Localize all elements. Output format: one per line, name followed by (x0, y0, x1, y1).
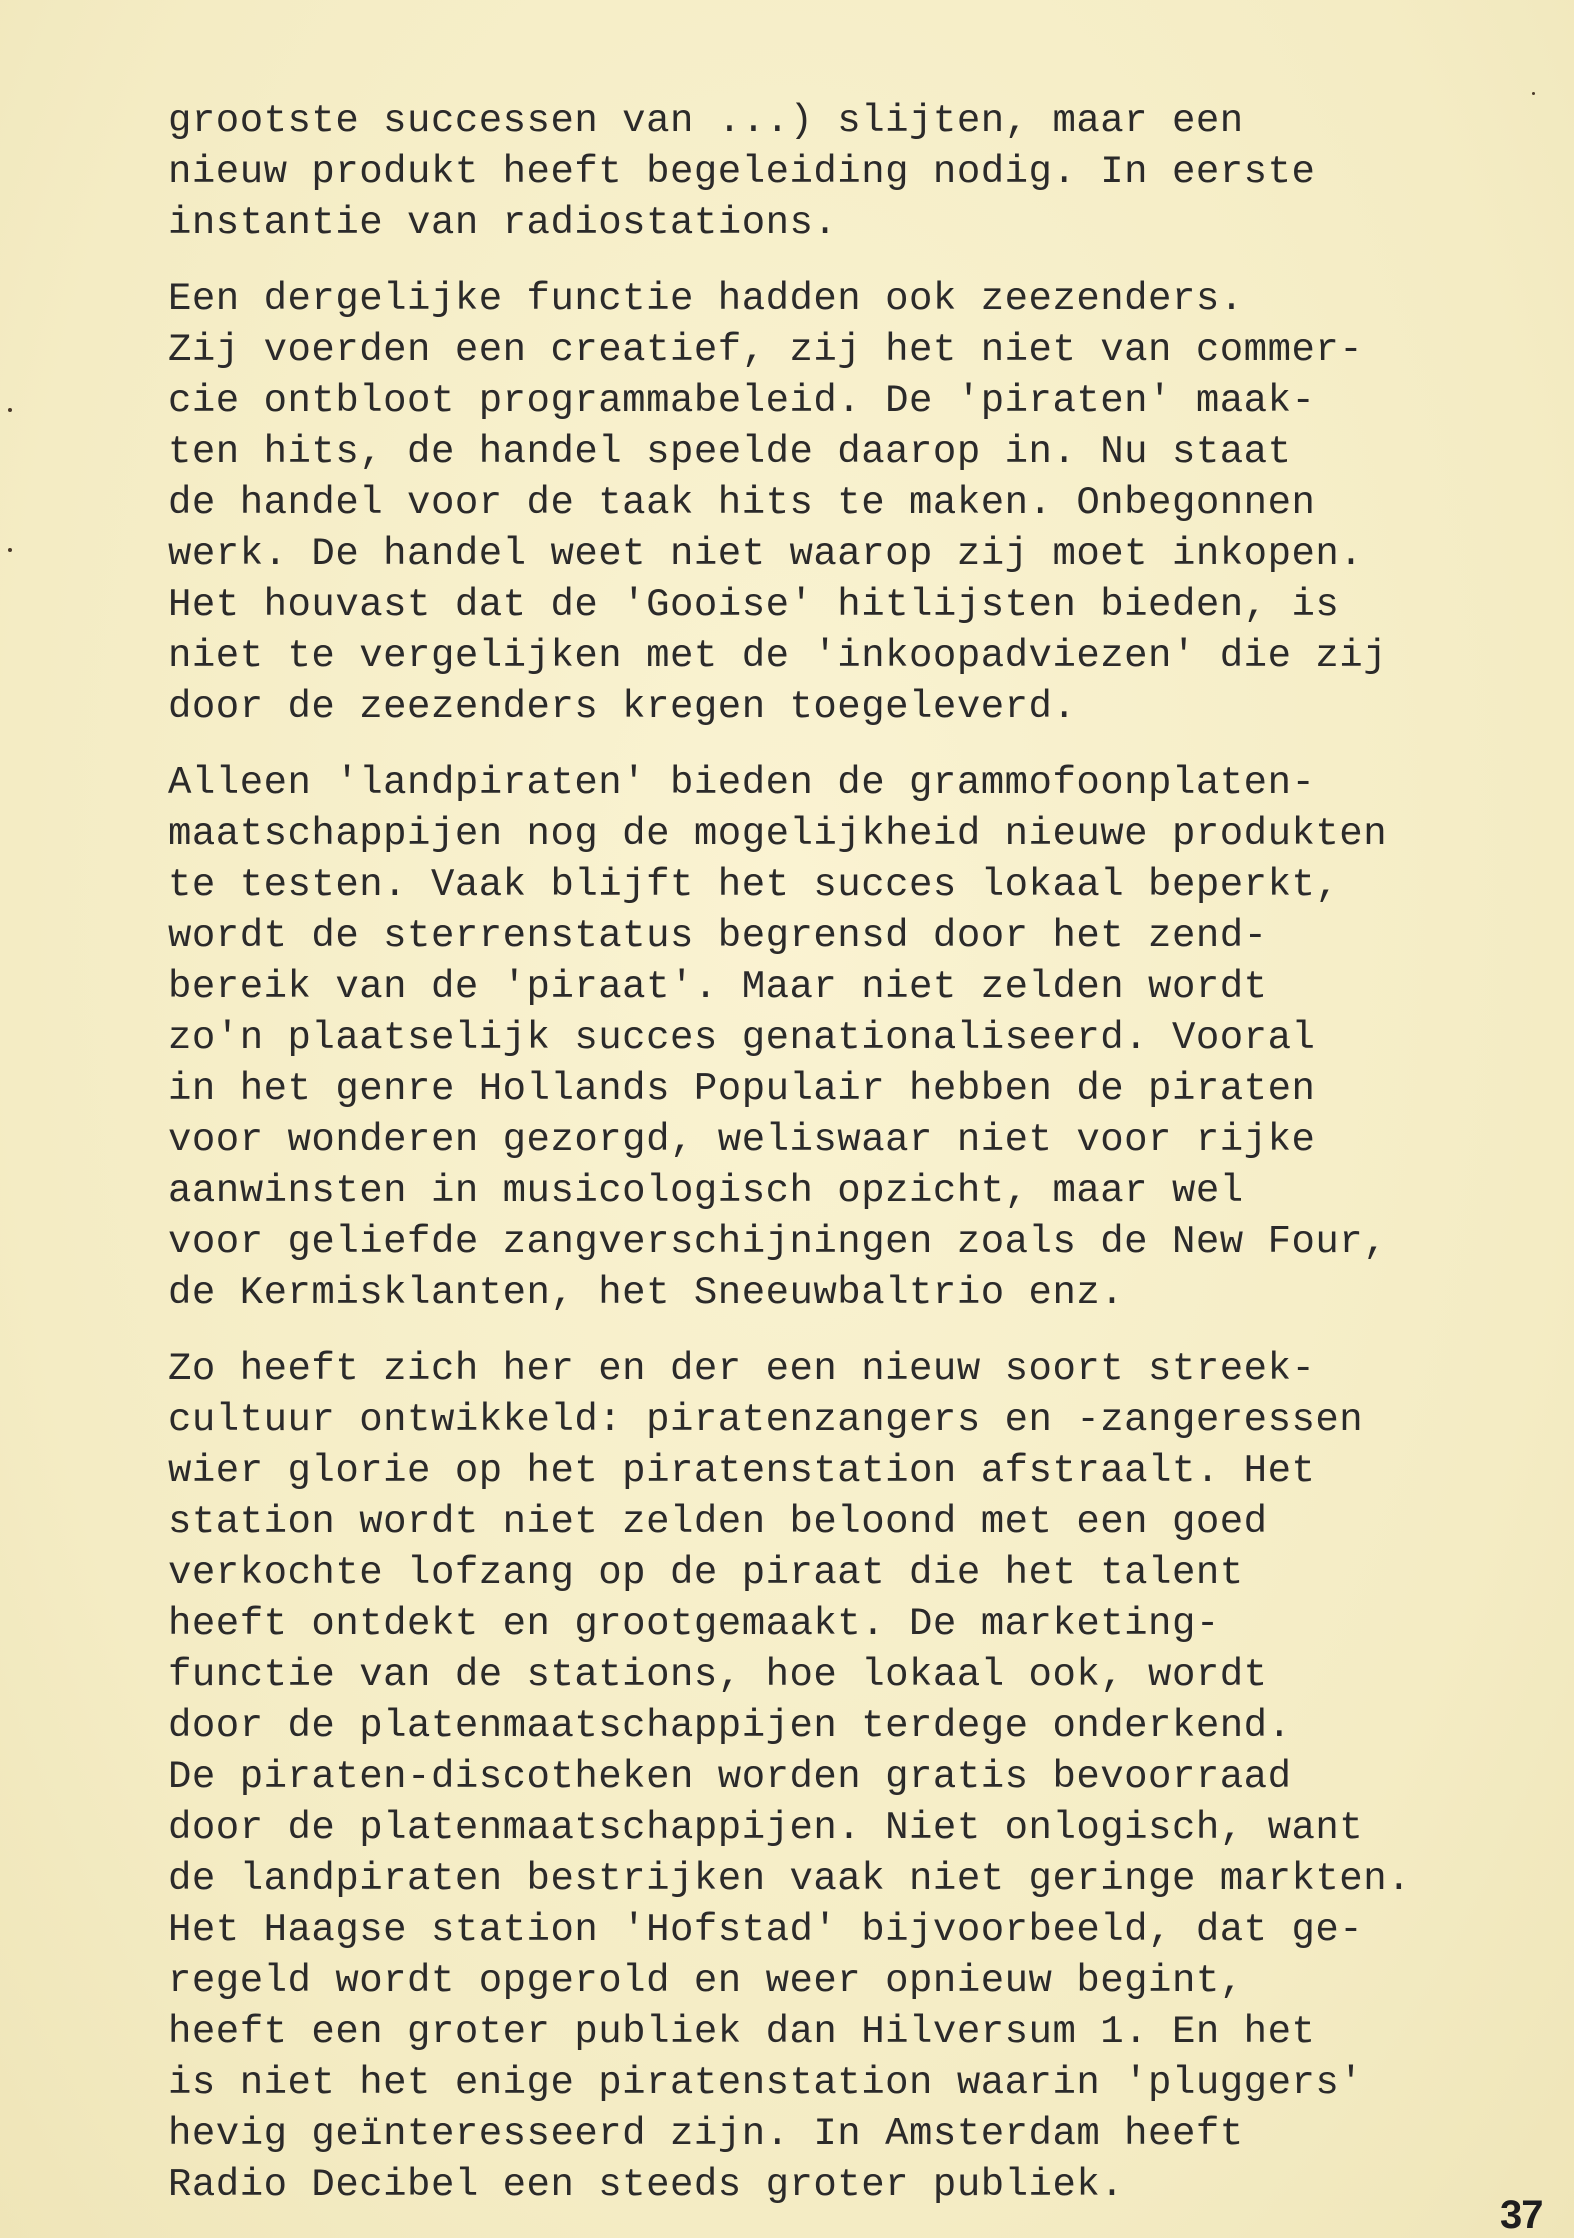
text-line: cultuur ontwikkeld: piratenzangers en -zangeressen (168, 1398, 1364, 1442)
text-line: cie ontbloot programmabeleid. De 'piraten' maak- (168, 379, 1316, 423)
text-line: is niet het enige piratenstation waarin 'pluggers' (168, 2061, 1364, 2105)
text-line: bereik van de 'piraat'. Maar niet zelden wordt (168, 965, 1268, 1009)
paragraph (168, 758, 1548, 1319)
paragraph (168, 274, 1548, 733)
text-line: Een dergelijke functie hadden ook zeezenders. (168, 277, 1244, 321)
margin-speck (8, 408, 12, 412)
text-line: Het Haagse station 'Hofstad' bijvoorbeeld, dat ge- (168, 1908, 1364, 1952)
paragraph (168, 96, 1548, 249)
text-line: hevig geïnteresseerd zijn. In Amsterdam heeft (168, 2112, 1244, 2156)
text-line: door de platenmaatschappijen terdege onderkend. (168, 1704, 1292, 1748)
text-line: station wordt niet zelden beloond met een goed (168, 1500, 1268, 1544)
text-line: voor wonderen gezorgd, weliswaar niet voor rijke (168, 1118, 1316, 1162)
text-line: Alleen 'landpiraten' bieden de grammofoonplaten- (168, 761, 1316, 805)
text-line: te testen. Vaak blijft het succes lokaal beperkt, (168, 863, 1340, 907)
text-line: regeld wordt opgerold en weer opnieuw begint, (168, 1959, 1244, 2003)
text-line: maatschappijen nog de mogelijkheid nieuwe produkten (168, 812, 1388, 856)
text-line: Radio Decibel een steeds groter publiek. (168, 2163, 1125, 2207)
text-line: wordt de sterrenstatus begrensd door het zend- (168, 914, 1268, 958)
text-line: Zo heeft zich her en der een nieuw soort streek- (168, 1347, 1316, 1391)
text-line: functie van de stations, hoe lokaal ook, wordt (168, 1653, 1268, 1697)
text-line: niet te vergelijken met de 'inkoopadviezen' die zij (168, 634, 1388, 678)
margin-speck (8, 548, 12, 552)
paragraph (168, 1344, 1548, 2211)
text-line: verkochte lofzang op de piraat die het talent (168, 1551, 1244, 1595)
body-text (168, 96, 1548, 2211)
text-line: werk. De handel weet niet waarop zij moet inkopen. (168, 532, 1364, 576)
margin-speck (1532, 92, 1535, 95)
text-line: heeft een groter publiek dan Hilversum 1. En het (168, 2010, 1316, 2054)
text-line: aanwinsten in musicologisch opzicht, maar wel (168, 1169, 1244, 1213)
text-line: door de platenmaatschappijen. Niet onlogisch, want (168, 1806, 1364, 1850)
text-line: Zij voerden een creatief, zij het niet van commer- (168, 328, 1364, 372)
text-line: door de zeezenders kregen toegeleverd. (168, 685, 1077, 729)
text-line: De piraten-discotheken worden gratis bevoorraad (168, 1755, 1292, 1799)
text-line: ten hits, de handel speelde daarop in. Nu staat (168, 430, 1292, 474)
text-line: in het genre Hollands Populair hebben de piraten (168, 1067, 1316, 1111)
text-line: nieuw produkt heeft begeleiding nodig. In eerste (168, 150, 1316, 194)
text-line: wier glorie op het piratenstation afstraalt. Het (168, 1449, 1316, 1493)
text-line: Het houvast dat de 'Gooise' hitlijsten bieden, is (168, 583, 1340, 627)
text-line: de Kermisklanten, het Sneeuwbaltrio enz. (168, 1271, 1125, 1315)
text-line: voor geliefde zangverschijningen zoals de New Four, (168, 1220, 1388, 1264)
text-line: de landpiraten bestrijken vaak niet geringe markten. (168, 1857, 1411, 1901)
page-number: 37 (1500, 2193, 1543, 2237)
text-line: heeft ontdekt en grootgemaakt. De marketing- (168, 1602, 1220, 1646)
text-line: de handel voor de taak hits te maken. Onbegonnen (168, 481, 1316, 525)
text-line: grootste successen van ...) slijten, maar een (168, 99, 1244, 143)
text-line: instantie van radiostations. (168, 201, 838, 245)
text-line: zo'n plaatselijk succes genationaliseerd. Vooral (168, 1016, 1316, 1060)
